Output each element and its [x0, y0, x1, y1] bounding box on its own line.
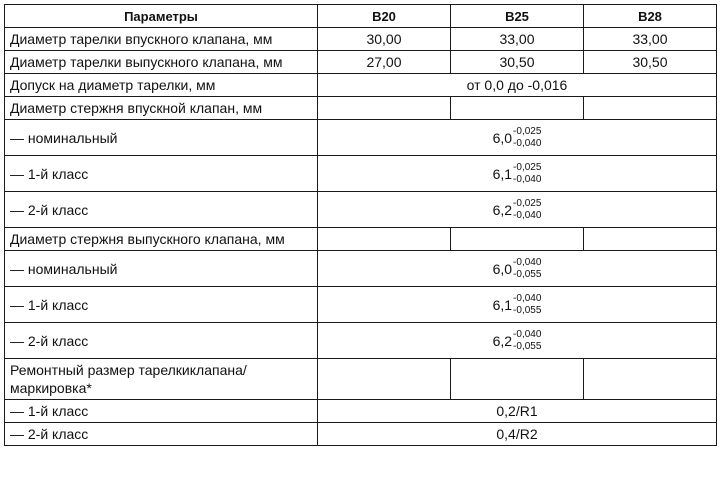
- tolerance-value: [493, 126, 542, 150]
- tolerance-deviation: [513, 329, 541, 353]
- upper-deviation: -0,025: [513, 197, 542, 209]
- table-row: [5, 228, 717, 251]
- cell-b20: [318, 359, 451, 400]
- cell-b28: [584, 359, 717, 400]
- tolerance-value: [493, 293, 542, 317]
- upper-deviation: -0,025: [513, 125, 542, 137]
- table-row: [5, 251, 717, 287]
- tolerance-value: [493, 257, 542, 281]
- row-label: Диаметр стержня выпускного клапана, мм: [5, 228, 318, 251]
- lower-deviation: -0,040: [513, 209, 542, 221]
- table-row: [5, 423, 717, 446]
- tolerance-base: 6,1: [492, 165, 513, 182]
- row-label: — 1-й класс: [5, 400, 318, 423]
- tolerance-base: 6,1: [492, 296, 513, 313]
- cell-merged: [318, 192, 717, 228]
- row-label: — 2-й класс: [5, 423, 318, 446]
- cell-b28: [584, 228, 717, 251]
- tolerance-base: 6,0: [492, 260, 513, 277]
- table-row: [5, 74, 717, 97]
- lower-deviation: -0,040: [513, 173, 542, 185]
- row-label: Ремонтный размер тарелкиклапана/маркировка*: [5, 359, 318, 400]
- lower-deviation: -0,040: [513, 137, 542, 149]
- tolerance-value: [493, 198, 542, 222]
- header-b20: B20: [318, 5, 451, 28]
- row-label: Допуск на диаметр тарелки, мм: [5, 74, 318, 97]
- upper-deviation: -0,040: [513, 328, 542, 340]
- cell-merged: от 0,0 до -0,016: [318, 74, 717, 97]
- cell-b20: [318, 228, 451, 251]
- row-label: Диаметр тарелки впускного клапана, мм: [5, 28, 318, 51]
- row-label: Диаметр стержня впускной клапан, мм: [5, 97, 318, 120]
- row-label: — 1-й класс: [5, 287, 318, 323]
- header-b25: B25: [451, 5, 584, 28]
- tolerance-deviation: [513, 198, 541, 222]
- lower-deviation: -0,055: [513, 268, 542, 280]
- row-label: Диаметр тарелки выпускного клапана, мм: [5, 51, 318, 74]
- valve-spec-table: [4, 4, 717, 446]
- tolerance-value: [493, 329, 542, 353]
- upper-deviation: -0,040: [513, 292, 542, 304]
- table-row: [5, 359, 717, 400]
- table-row: [5, 192, 717, 228]
- row-label: — номинальный: [5, 251, 318, 287]
- cell-merged: [318, 156, 717, 192]
- row-label: — 1-й класс: [5, 156, 318, 192]
- table-header-row: [5, 5, 717, 28]
- cell-b25: [451, 228, 584, 251]
- table-row: [5, 156, 717, 192]
- table-row: [5, 120, 717, 156]
- upper-deviation: -0,040: [513, 256, 542, 268]
- table-row: [5, 97, 717, 120]
- cell-b28: 30,50: [584, 51, 717, 74]
- tolerance-deviation: [513, 162, 541, 186]
- tolerance-base: 6,0: [492, 129, 513, 146]
- cell-b20: 27,00: [318, 51, 451, 74]
- upper-deviation: -0,025: [513, 161, 542, 173]
- cell-b20: 30,00: [318, 28, 451, 51]
- table-row: [5, 51, 717, 74]
- cell-merged: [318, 251, 717, 287]
- tolerance-value: [493, 162, 542, 186]
- row-label: — номинальный: [5, 120, 318, 156]
- cell-b25: [451, 97, 584, 120]
- tolerance-base: 6,2: [492, 201, 513, 218]
- cell-b20: [318, 97, 451, 120]
- row-label: — 2-й класс: [5, 323, 318, 359]
- lower-deviation: -0,055: [513, 304, 542, 316]
- header-param: Параметры: [5, 5, 318, 28]
- row-label: — 2-й класс: [5, 192, 318, 228]
- cell-merged: [318, 120, 717, 156]
- cell-b25: 30,50: [451, 51, 584, 74]
- tolerance-deviation: [513, 293, 541, 317]
- header-b28: B28: [584, 5, 717, 28]
- table-row: [5, 400, 717, 423]
- tolerance-deviation: [513, 257, 541, 281]
- table-row: [5, 323, 717, 359]
- cell-b25: [451, 359, 584, 400]
- cell-merged: [318, 287, 717, 323]
- tolerance-base: 6,2: [492, 332, 513, 349]
- cell-merged: 0,4/R2: [318, 423, 717, 446]
- tolerance-deviation: [513, 126, 541, 150]
- cell-b25: 33,00: [451, 28, 584, 51]
- cell-merged: 0,2/R1: [318, 400, 717, 423]
- cell-merged: [318, 323, 717, 359]
- cell-b28: 33,00: [584, 28, 717, 51]
- cell-b28: [584, 97, 717, 120]
- lower-deviation: -0,055: [513, 340, 542, 352]
- table-row: [5, 28, 717, 51]
- table-row: [5, 287, 717, 323]
